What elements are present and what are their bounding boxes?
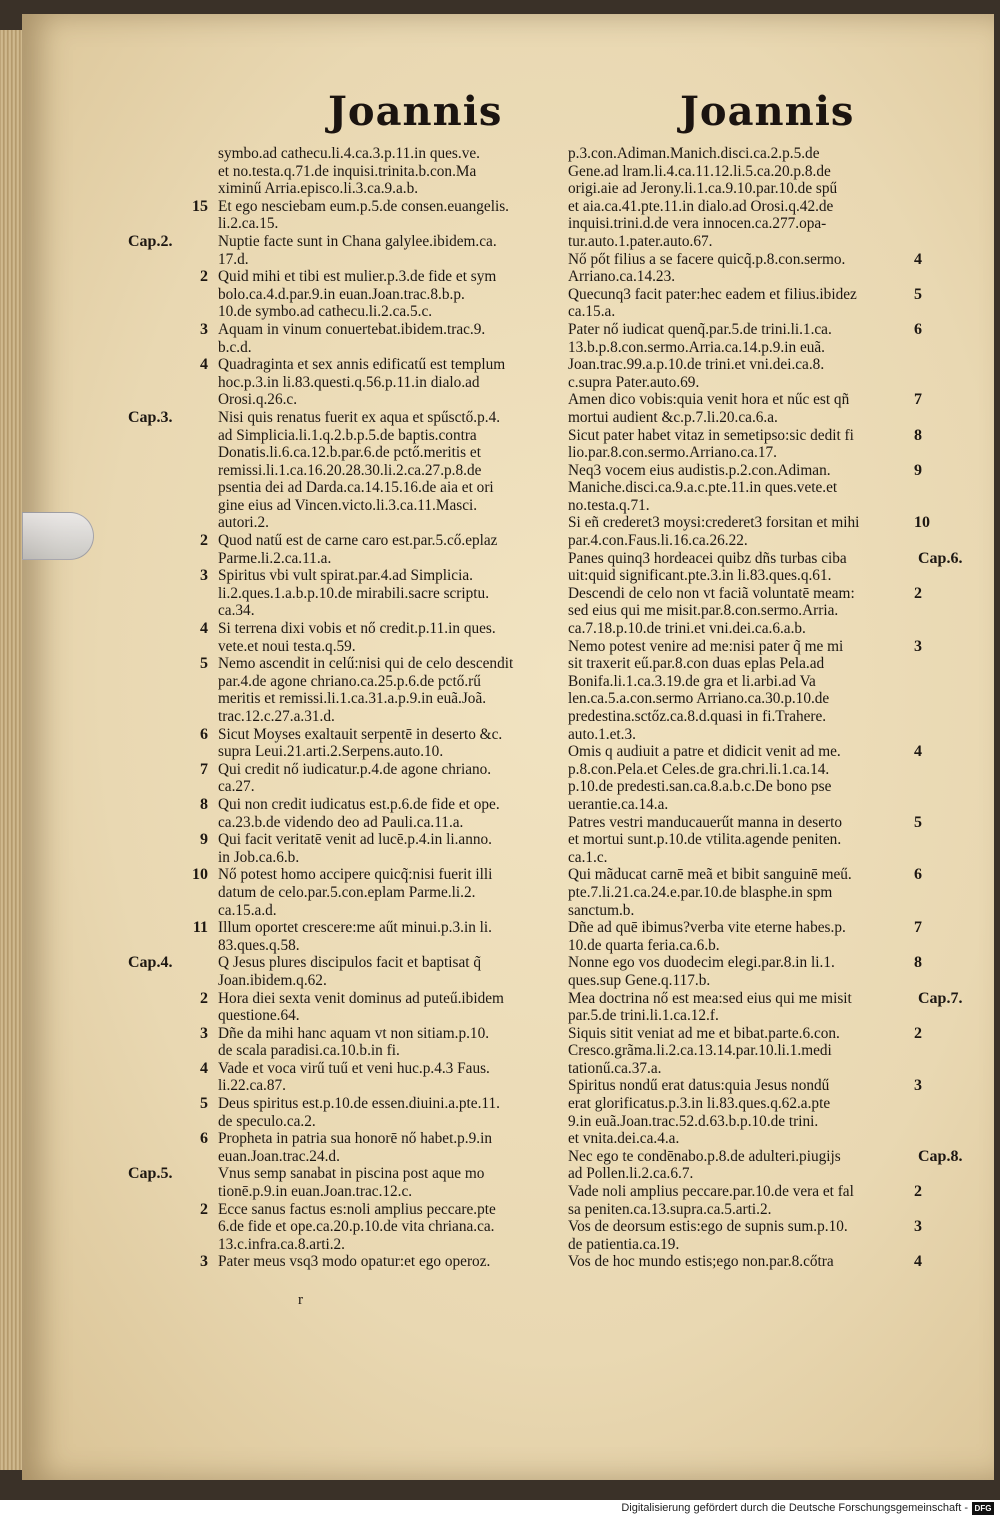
citation-entry <box>568 251 968 286</box>
citation-entry <box>128 1025 566 1060</box>
verse-number: 10 <box>914 514 930 532</box>
text-line: uerantie.ca.14.a. <box>568 795 669 813</box>
text-line: par.5.de trini.li.1.ca.12.f. <box>568 1007 719 1025</box>
citation-text <box>568 391 908 426</box>
text-line: Nő potest homo accipere quicq̃:nisi fuerit illi <box>218 866 493 884</box>
citation-entry <box>568 1183 968 1218</box>
text-line: Quecunq3 facit pater:hec eadem et filius.ibidez <box>568 285 857 303</box>
text-line: et no.testa.q.71.de inquisi.trinita.b.con.Ma <box>218 162 477 180</box>
citation-text <box>568 866 908 919</box>
citation-entry <box>568 462 968 515</box>
text-line: p.3.con.Adiman.Manich.disci.ca.2.p.5.de <box>568 145 820 162</box>
citation-entry <box>128 198 566 233</box>
citation-entry <box>128 726 566 761</box>
verse-number: 2 <box>200 1200 208 1218</box>
dfg-logo: DFG <box>972 1502 994 1515</box>
citation-text <box>218 990 563 1025</box>
text-line: Panes quinq3 hordeacei quibz dñs turbas ciba <box>568 549 847 567</box>
text-line: Nuptie facte sunt in Chana galylee.ibidem.ca. <box>218 232 497 250</box>
text-line: bolo.ca.4.d.par.9.in euan.Joan.trac.8.b.p. <box>218 285 465 303</box>
citation-entry <box>568 638 968 744</box>
text-line: Descendi de celo non vt faciã voluntatē meam: <box>568 584 855 602</box>
verse-number: 5 <box>200 1095 208 1113</box>
verse-number: 6 <box>914 866 922 884</box>
text-line: ca.34. <box>218 602 255 620</box>
text-line: Nemo potest venire ad me:nisi pater q̃ me mi <box>568 637 844 655</box>
text-line: sed eius qui me misit.par.8.con.sermo.Arria. <box>568 602 839 620</box>
citation-entry <box>568 145 968 251</box>
text-line: remissi.li.1.ca.16.20.28.30.li.2.ca.27.p.8.de <box>218 461 482 479</box>
text-line: sit traxerit eű.par.8.con duas eplas Pela.ad <box>568 655 825 673</box>
verse-number: 6 <box>200 725 208 743</box>
text-line: 83.ques.q.58. <box>218 936 300 954</box>
text-line: ca.27. <box>218 778 255 796</box>
citation-text <box>218 761 563 796</box>
citation-text <box>218 532 563 567</box>
citation-entry <box>128 233 566 268</box>
text-line: Propheta in patria sua honorē nő habet.p.9.in <box>218 1130 492 1148</box>
citation-text <box>218 1253 563 1271</box>
text-line: 10.de quarta feria.ca.6.b. <box>568 936 720 954</box>
citation-text <box>568 1183 908 1218</box>
citation-text <box>218 356 563 409</box>
text-line: Sicut Moyses exaltauit serpentē in deserto &c. <box>218 725 503 743</box>
right-column <box>568 145 968 1271</box>
citation-text <box>218 321 563 356</box>
citation-text <box>218 1165 563 1200</box>
text-line: Deus spiritus est.p.10.de essen.diuini.a.pte.11. <box>218 1095 500 1113</box>
citation-entry <box>128 866 566 919</box>
text-line: Vade et voca virű tuű et veni huc.p.4.3 Faus. <box>218 1059 490 1077</box>
verse-number: 2 <box>914 584 922 602</box>
text-line: et aia.ca.41.pte.11.in dialo.ad Orosi.q.42.de <box>568 197 834 215</box>
citation-entry <box>568 550 968 585</box>
citation-entry <box>568 1077 968 1147</box>
citation-entry <box>128 1060 566 1095</box>
text-line: ximinű Arria.episco.li.3.ca.9.a.b. <box>218 180 419 198</box>
text-line: Arriano.ca.14.23. <box>568 268 676 286</box>
text-line: et mortui sunt.p.10.de vtilita.agende peniten. <box>568 831 842 849</box>
text-line: Vos de hoc mundo estis;ego non.par.8.cőtra <box>568 1253 834 1271</box>
text-line: ca.15.a. <box>568 303 616 321</box>
text-line: Si terrena dixi vobis et nő credit.p.11.in ques. <box>218 620 496 638</box>
verse-number: 8 <box>200 795 208 813</box>
citation-entry <box>128 409 566 532</box>
verse-number: 3 <box>914 637 922 655</box>
citation-entry <box>128 145 566 198</box>
text-line: Spiritus vbi vult spirat.par.4.ad Simplicia. <box>218 567 473 585</box>
verse-number: 7 <box>914 919 922 937</box>
citation-text <box>218 567 563 620</box>
text-line: ad Pollen.li.2.ca.6.7. <box>568 1165 694 1183</box>
text-line: Vos de deorsum estis:ego de supnis sum.p.10. <box>568 1218 848 1236</box>
citation-entry <box>128 567 566 620</box>
text-line: lio.par.8.con.sermo.Arriano.ca.17. <box>568 444 777 462</box>
text-line: par.4.de agone chriano.ca.25.p.6.de pctő.rű <box>218 672 481 690</box>
text-line: Maniche.disci.ca.9.a.c.pte.11.in ques.vete.et <box>568 479 838 497</box>
verse-number: 6 <box>200 1130 208 1148</box>
citation-entry <box>128 1253 566 1271</box>
text-line: Hora diei sexta venit dominus ad puteű.ibidem <box>218 989 504 1007</box>
text-line: hoc.p.3.in li.83.questi.q.56.p.11.in dialo.ad <box>218 373 480 391</box>
verse-number: 5 <box>914 813 922 831</box>
citation-entry <box>568 514 968 549</box>
text-line: origi.aie ad Jerony.li.1.ca.9.10.par.10.de spű <box>568 180 838 198</box>
text-line: erat glorificatus.p.3.in li.83.ques.q.62.a.pte <box>568 1095 831 1113</box>
citation-text <box>568 462 908 515</box>
text-line: de patientia.ca.19. <box>568 1235 680 1253</box>
text-line: 17.d. <box>218 250 249 268</box>
citation-text <box>218 866 563 919</box>
text-line: ca.1.c. <box>568 848 608 866</box>
verse-number: 15 <box>192 197 208 215</box>
text-line: ca.23.b.de videndo deo ad Pauli.ca.11.a. <box>218 813 464 831</box>
text-line: questione.64. <box>218 1007 300 1025</box>
citation-entry <box>568 743 968 813</box>
citation-text <box>568 1148 908 1183</box>
citation-entry <box>128 919 566 954</box>
chapter-marker: Cap.3. <box>128 408 173 426</box>
verse-number: 2 <box>914 1183 922 1201</box>
verse-number: 8 <box>914 426 922 444</box>
running-header-left: Joannis <box>328 88 503 135</box>
text-line: Qui mãducat carnē meã et bibit sanguinē meű. <box>568 866 852 884</box>
citation-text <box>218 409 563 532</box>
text-line: Bonifa.li.1.ca.3.19.de gra et li.arbi.ad Va <box>568 672 816 690</box>
text-line: Ecce sanus factus es:noli amplius peccare.pte <box>218 1200 496 1218</box>
citation-text <box>218 796 563 831</box>
citation-entry <box>128 831 566 866</box>
text-line: Si eñ crederet3 moysi:crederet3 forsitan et mihi <box>568 514 860 532</box>
text-line: Joan.trac.99.a.p.10.de trini.et vni.dei.ca.8. <box>568 356 825 374</box>
text-line: et vnita.dei.ca.4.a. <box>568 1130 680 1148</box>
citation-text <box>568 321 908 391</box>
chapter-marker: Cap.6. <box>918 549 963 567</box>
text-line: 6.de fide et ope.ca.20.p.10.de vita chriana.ca. <box>218 1218 495 1236</box>
chapter-marker: Cap.2. <box>128 232 173 250</box>
citation-entry <box>568 1148 968 1183</box>
text-line: Donatis.li.6.ca.12.b.par.6.de pctő.meritis et <box>218 444 481 462</box>
text-line: Illum oportet crescere:me aűt minui.p.3.in li. <box>218 919 492 937</box>
verse-number: 5 <box>200 655 208 673</box>
text-line: Orosi.q.26.c. <box>218 391 298 409</box>
chapter-marker: Cap.8. <box>918 1147 963 1165</box>
citation-entry <box>128 268 566 321</box>
citation-text <box>218 268 563 321</box>
citation-text <box>568 145 908 251</box>
citation-entry <box>128 356 566 409</box>
verse-number: 2 <box>200 532 208 550</box>
text-line: Nő pőt filius a se facere quicq̃.p.8.con.sermo. <box>568 250 846 268</box>
text-line: ca.15.a.d. <box>218 901 277 919</box>
citation-text <box>568 1077 908 1147</box>
citation-entry <box>128 1095 566 1130</box>
text-line: predestina.sctőz.ca.8.d.quasi in fi.Trahere. <box>568 708 827 725</box>
text-line: Vnus semp sanabat in piscina post aque mo <box>218 1165 485 1183</box>
text-line: sanctum.b. <box>568 901 635 919</box>
left-column <box>128 145 566 1271</box>
citation-text <box>568 919 908 954</box>
citation-text <box>218 919 563 954</box>
verse-number: 2 <box>914 1024 922 1042</box>
citation-text <box>218 233 563 268</box>
text-line: trac.12.c.27.a.31.d. <box>218 708 335 725</box>
citation-entry <box>128 620 566 655</box>
text-line: 13.c.infra.ca.8.arti.2. <box>218 1235 345 1253</box>
verse-number: 3 <box>200 567 208 585</box>
citation-text <box>568 514 908 549</box>
text-line: b.c.d. <box>218 338 252 356</box>
citation-entry <box>568 919 968 954</box>
text-line: Joan.ibidem.q.62. <box>218 971 327 989</box>
verse-number: 2 <box>200 989 208 1007</box>
text-line: 10.de symbo.ad cathecu.li.2.ca.5.c. <box>218 303 433 321</box>
citation-entry <box>568 286 968 321</box>
text-line: Nonne ego vos duodecim elegi.par.8.in li.1. <box>568 954 835 972</box>
text-line: ad Simplicia.li.1.q.2.b.p.5.de baptis.contra <box>218 426 477 444</box>
citation-text <box>568 1218 908 1253</box>
citation-text <box>568 814 908 867</box>
text-line: Nemo ascendit in celű:nisi qui de celo descendit <box>218 655 514 673</box>
citation-entry <box>128 1130 566 1165</box>
text-line: euan.Joan.trac.24.d. <box>218 1147 340 1165</box>
text-line: Aquam in vinum conuertebat.ibidem.trac.9. <box>218 320 486 338</box>
text-line: uit:quid significant.pte.3.in li.83.ques.q.61. <box>568 567 832 585</box>
text-line: sa peniten.ca.13.supra.ca.5.arti.2. <box>568 1200 772 1218</box>
citation-entry <box>568 814 968 867</box>
verse-number: 5 <box>914 285 922 303</box>
verse-number: 6 <box>914 320 922 338</box>
text-line: Dñe da mihi hanc aquam vt non sitiam.p.10. <box>218 1024 490 1042</box>
text-line: 13.b.p.8.con.sermo.Arria.ca.14.p.9.in euã. <box>568 338 825 356</box>
verse-number: 7 <box>200 760 208 778</box>
verse-number: 10 <box>192 866 208 884</box>
citation-entry <box>568 585 968 638</box>
verse-number: 3 <box>200 1024 208 1042</box>
text-line: Omis q audiuit a patre et didicit venit ad me. <box>568 743 841 761</box>
text-line: gine eius ad Vincen.victo.li.3.ca.11.Masci. <box>218 496 478 514</box>
citation-text <box>568 550 908 585</box>
text-line: Amen dico vobis:quia venit hora et nűc est qñ <box>568 391 850 409</box>
text-line: Mea doctrina nő est mea:sed eius qui me misit <box>568 989 852 1007</box>
text-line: Nisi quis renatus fuerit ex aqua et spűsctő.p.4. <box>218 408 501 426</box>
verse-number: 4 <box>200 620 208 638</box>
text-line: Quod natű est de carne caro est.par.5.cő.eplaz <box>218 532 498 550</box>
text-line: li.2.ques.1.a.b.p.10.de mirabili.sacre scriptu. <box>218 584 490 602</box>
text-line: Parme.li.2.ca.11.a. <box>218 549 332 567</box>
citation-text <box>218 1095 563 1130</box>
text-line: p.8.con.Pela.et Celes.de gra.chri.li.1.ca.14. <box>568 760 830 778</box>
citation-text <box>218 1025 563 1060</box>
text-line: Siquis sitit veniat ad me et bibat.parte.6.con. <box>568 1024 840 1042</box>
text-line: psentia dei ad Darda.ca.14.15.16.de aia et ori <box>218 479 494 497</box>
text-line: Quadraginta et sex annis edificatű est templum <box>218 356 506 374</box>
chapter-marker: Cap.4. <box>128 954 173 972</box>
text-line: autori.2. <box>218 514 269 532</box>
citation-text <box>218 198 563 233</box>
citation-entry <box>568 866 968 919</box>
text-line: Quid mihi et tibi est mulier.p.3.de fide et sym <box>218 268 497 286</box>
verse-number: 3 <box>914 1218 922 1236</box>
text-line: pte.7.li.21.ca.24.e.par.10.de blasphe.in spm <box>568 883 833 901</box>
citation-text <box>218 145 563 198</box>
citation-text <box>568 954 908 989</box>
text-line: Et ego nesciebam eum.p.5.de consen.euangelis. <box>218 197 509 215</box>
verse-number: 3 <box>200 320 208 338</box>
citation-text <box>568 251 908 286</box>
text-line: de scala paradisi.ca.10.b.in fi. <box>218 1042 400 1060</box>
text-line: tur.auto.1.pater.auto.67. <box>568 232 713 250</box>
citation-text <box>218 831 563 866</box>
text-line: tionē.p.9.in euan.Joan.trac.12.c. <box>218 1183 413 1201</box>
text-line: Spiritus nondű erat datus:quia Jesus nondű <box>568 1077 830 1095</box>
verse-number: 3 <box>914 1077 922 1095</box>
chapter-marker: Cap.5. <box>128 1165 173 1183</box>
text-line: 9.in euã.Joan.trac.52.d.63.b.p.10.de trini. <box>568 1112 819 1130</box>
text-line: li.22.ca.87. <box>218 1077 286 1095</box>
text-line: c.supra Pater.auto.69. <box>568 373 700 391</box>
verse-number: 2 <box>200 268 208 286</box>
verse-number: 4 <box>200 1059 208 1077</box>
text-line: Qui credit nő iudicatur.p.4.de agone chriano. <box>218 760 492 778</box>
citation-entry <box>568 1253 968 1271</box>
footer-credit: Digitalisierung gefördert durch die Deutsche Forschungsgemeinschaft - <box>621 1502 968 1514</box>
footer-bar <box>0 1500 1000 1518</box>
verse-number: 4 <box>914 250 922 268</box>
text-line: Neq3 vocem eius audistis.p.2.con.Adiman. <box>568 461 831 479</box>
verse-number: 4 <box>200 356 208 374</box>
verse-number: 3 <box>200 1253 208 1271</box>
citation-entry <box>568 990 968 1025</box>
text-line: Pater nő iudicat quenq̃.par.5.de trini.li.1.ca. <box>568 320 832 338</box>
verse-number: 7 <box>914 391 922 409</box>
citation-entry <box>128 655 566 725</box>
text-line: tationű.ca.37.a. <box>568 1059 662 1077</box>
citation-entry <box>128 761 566 796</box>
running-header-right: Joannis <box>680 88 855 135</box>
text-line: Q Jesus plures discipulos facit et baptisat q̃ <box>218 954 481 972</box>
text-line: li.2.ca.15. <box>218 215 279 233</box>
citation-text <box>218 1060 563 1095</box>
citation-text <box>568 743 908 813</box>
text-line: vete.et noui testa.q.59. <box>218 637 356 655</box>
citation-entry <box>128 796 566 831</box>
page-clip <box>22 512 94 560</box>
chapter-marker: Cap.7. <box>918 989 963 1007</box>
verse-number: 4 <box>914 1253 922 1271</box>
citation-text <box>218 655 563 725</box>
text-line: Sicut pater habet vitaz in semetipso:sic dedit fi <box>568 426 854 444</box>
text-line: auto.1.et.3. <box>568 725 636 743</box>
citation-text <box>218 1201 563 1254</box>
citation-text <box>218 1130 563 1165</box>
citation-entry <box>128 954 566 989</box>
citation-entry <box>128 1201 566 1254</box>
text-line: Dñe ad quē ibimus?verba vite eterne habes.p. <box>568 919 846 937</box>
text-line: Gene.ad lram.li.4.ca.11.12.li.5.ca.20.p.8.de <box>568 162 831 180</box>
text-line: Nec ego te condēnabo.p.8.de adulteri.piugijs <box>568 1147 841 1165</box>
citation-entry <box>128 990 566 1025</box>
text-line: datum de celo.par.5.con.eplam Parme.li.2. <box>218 883 476 901</box>
citation-text <box>568 286 908 321</box>
citation-text <box>568 585 908 638</box>
citation-text <box>568 990 908 1025</box>
citation-entry <box>568 427 968 462</box>
text-line: len.ca.5.a.con.sermo Arriano.ca.30.p.10.de <box>568 690 830 708</box>
text-line: in Job.ca.6.b. <box>218 848 300 866</box>
text-line: de speculo.ca.2. <box>218 1112 316 1130</box>
citation-text <box>218 726 563 761</box>
verse-number: 9 <box>914 461 922 479</box>
verse-number: 9 <box>200 831 208 849</box>
citation-entry <box>568 1025 968 1078</box>
citation-entry <box>128 321 566 356</box>
catchword: r <box>298 1292 303 1308</box>
text-line: Patres vestri manducauerűt manna in deserto <box>568 813 842 831</box>
text-line: mortui audient &c.p.7.li.20.ca.6.a. <box>568 408 778 426</box>
citation-entry <box>568 954 968 989</box>
citation-entry <box>568 1218 968 1253</box>
text-line: p.10.de predesti.san.ca.8.a.b.c.De bono pse <box>568 778 832 796</box>
verse-number: 11 <box>192 919 208 937</box>
citation-text <box>218 620 563 655</box>
verse-number: 4 <box>914 743 922 761</box>
text-line: supra Leui.21.arti.2.Serpens.auto.10. <box>218 743 444 761</box>
text-line: Qui non credit iudicatus est.p.6.de fide et ope. <box>218 795 500 813</box>
citation-text <box>218 954 563 989</box>
text-line: no.testa.q.71. <box>568 496 650 514</box>
verse-number: 8 <box>914 954 922 972</box>
citation-entry <box>568 391 968 426</box>
text-line: ques.sup Gene.q.117.b. <box>568 971 711 989</box>
citation-entry <box>568 321 968 391</box>
text-line: ca.7.18.p.10.de trini.et vni.dei.ca.6.a.b. <box>568 620 806 638</box>
citation-text <box>568 638 908 744</box>
citation-entry <box>128 1165 566 1200</box>
text-line: Vade noli amplius peccare.par.10.de vera et fal <box>568 1183 854 1201</box>
text-line: Pater meus vsq3 modo opatur:et ego operoz. <box>218 1253 491 1271</box>
citation-text <box>568 1025 908 1078</box>
text-line: meritis et remissi.li.1.ca.31.a.p.9.in euã.Joã. <box>218 690 487 708</box>
text-line: Cresco.grãma.li.2.ca.13.14.par.10.li.1.medi <box>568 1042 832 1060</box>
text-line: inquisi.trini.d.de vera innocen.ca.277.opa- <box>568 215 827 233</box>
citation-text <box>568 1253 908 1271</box>
text-line: Qui facit veritatē venit ad lucē.p.4.in li.anno. <box>218 831 492 849</box>
text-line: symbo.ad cathecu.li.4.ca.3.p.11.in ques.ve. <box>218 145 480 162</box>
text-line: par.4.con.Faus.li.16.ca.26.22. <box>568 532 748 550</box>
citation-text <box>568 427 908 462</box>
citation-entry <box>128 532 566 567</box>
